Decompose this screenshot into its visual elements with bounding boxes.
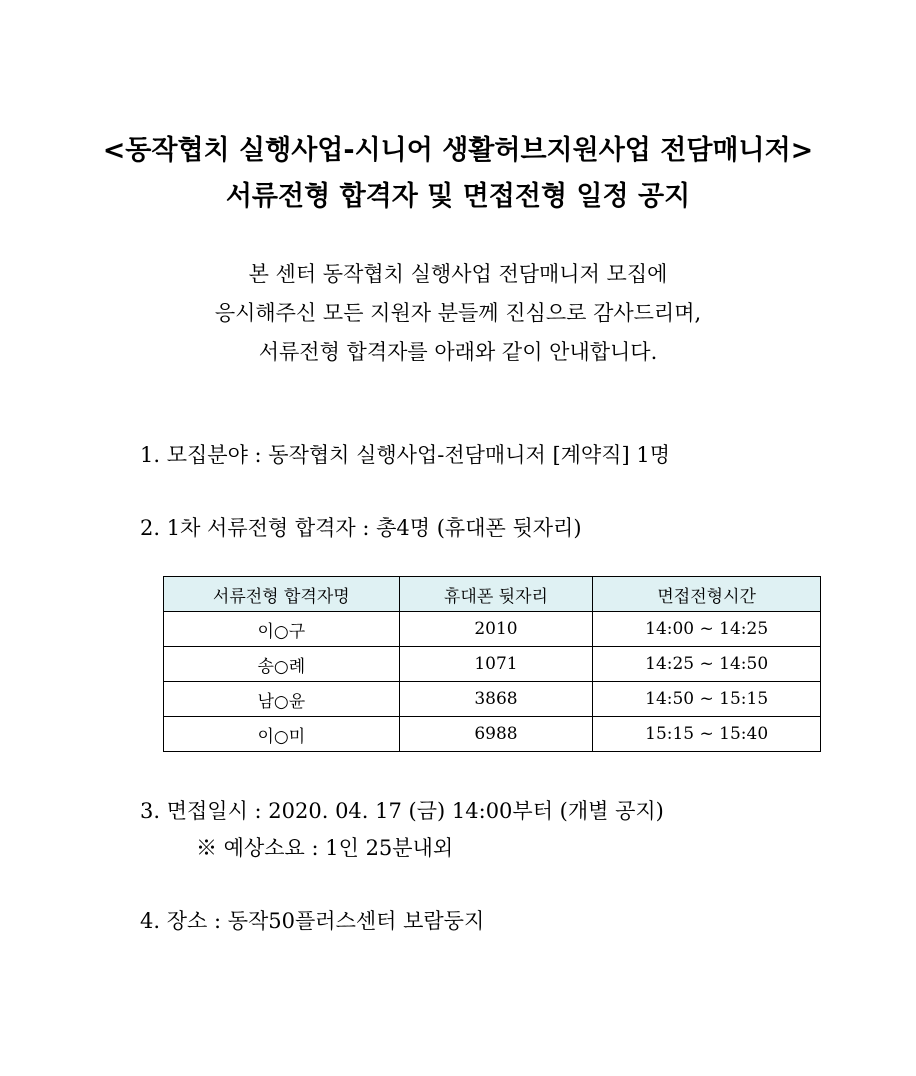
cell-phone: 3868 [399,682,593,717]
cell-name: 이○구 [164,612,400,647]
cell-name: 남○윤 [164,682,400,717]
notice-title-line2: 서류전형 합격자 및 면접전형 일정 공지 [225,181,691,212]
document-pass-item: 2. 1차 서류전형 합격자 : 총4명 (휴대폰 뒷자리) [140,516,582,540]
header-name: 서류전형 합격자명 [164,577,400,612]
interview-datetime-item: 3. 면접일시 : 2020. 04. 17 (금) 14:00부터 (개별 공지) [140,799,664,823]
cell-time: 14:25 ~ 14:50 [593,647,821,682]
cell-time: 14:00 ~ 14:25 [593,612,821,647]
table-header-row [164,577,821,612]
location-item: 4. 장소 : 동작50플러스센터 보람둥지 [140,909,485,933]
cell-time: 14:50 ~ 15:15 [593,682,821,717]
table-row [164,682,821,717]
cell-time: 15:15 ~ 15:40 [593,717,821,752]
interview-duration-note: ※ 예상소요 : 1인 25분내외 [196,836,454,860]
cell-name: 이○미 [164,717,400,752]
cell-phone: 6988 [399,717,593,752]
table-row [164,612,821,647]
cell-name: 송○례 [164,647,400,682]
intro-line3: 서류전형 합격자를 아래와 같이 안내합니다. [258,340,658,364]
notice-title-line1: <동작협치 실행사업-시니어 생활허브지원사업 전담매니저> [102,135,814,166]
header-phone: 휴대폰 뒷자리 [399,577,593,612]
applicant-table [163,576,821,752]
table-row [164,647,821,682]
header-time: 면접전형시간 [593,577,821,612]
table-row [164,717,821,752]
cell-phone: 1071 [399,647,593,682]
intro-line1: 본 센터 동작협치 실행사업 전담매니저 모집에 [248,262,668,286]
cell-phone: 2010 [399,612,593,647]
recruit-field-item: 1. 모집분야 : 동작협치 실행사업-전담매니저 [계약직] 1명 [140,443,671,467]
intro-line2: 응시해주신 모든 지원자 분들께 진심으로 감사드리며, [214,301,702,325]
